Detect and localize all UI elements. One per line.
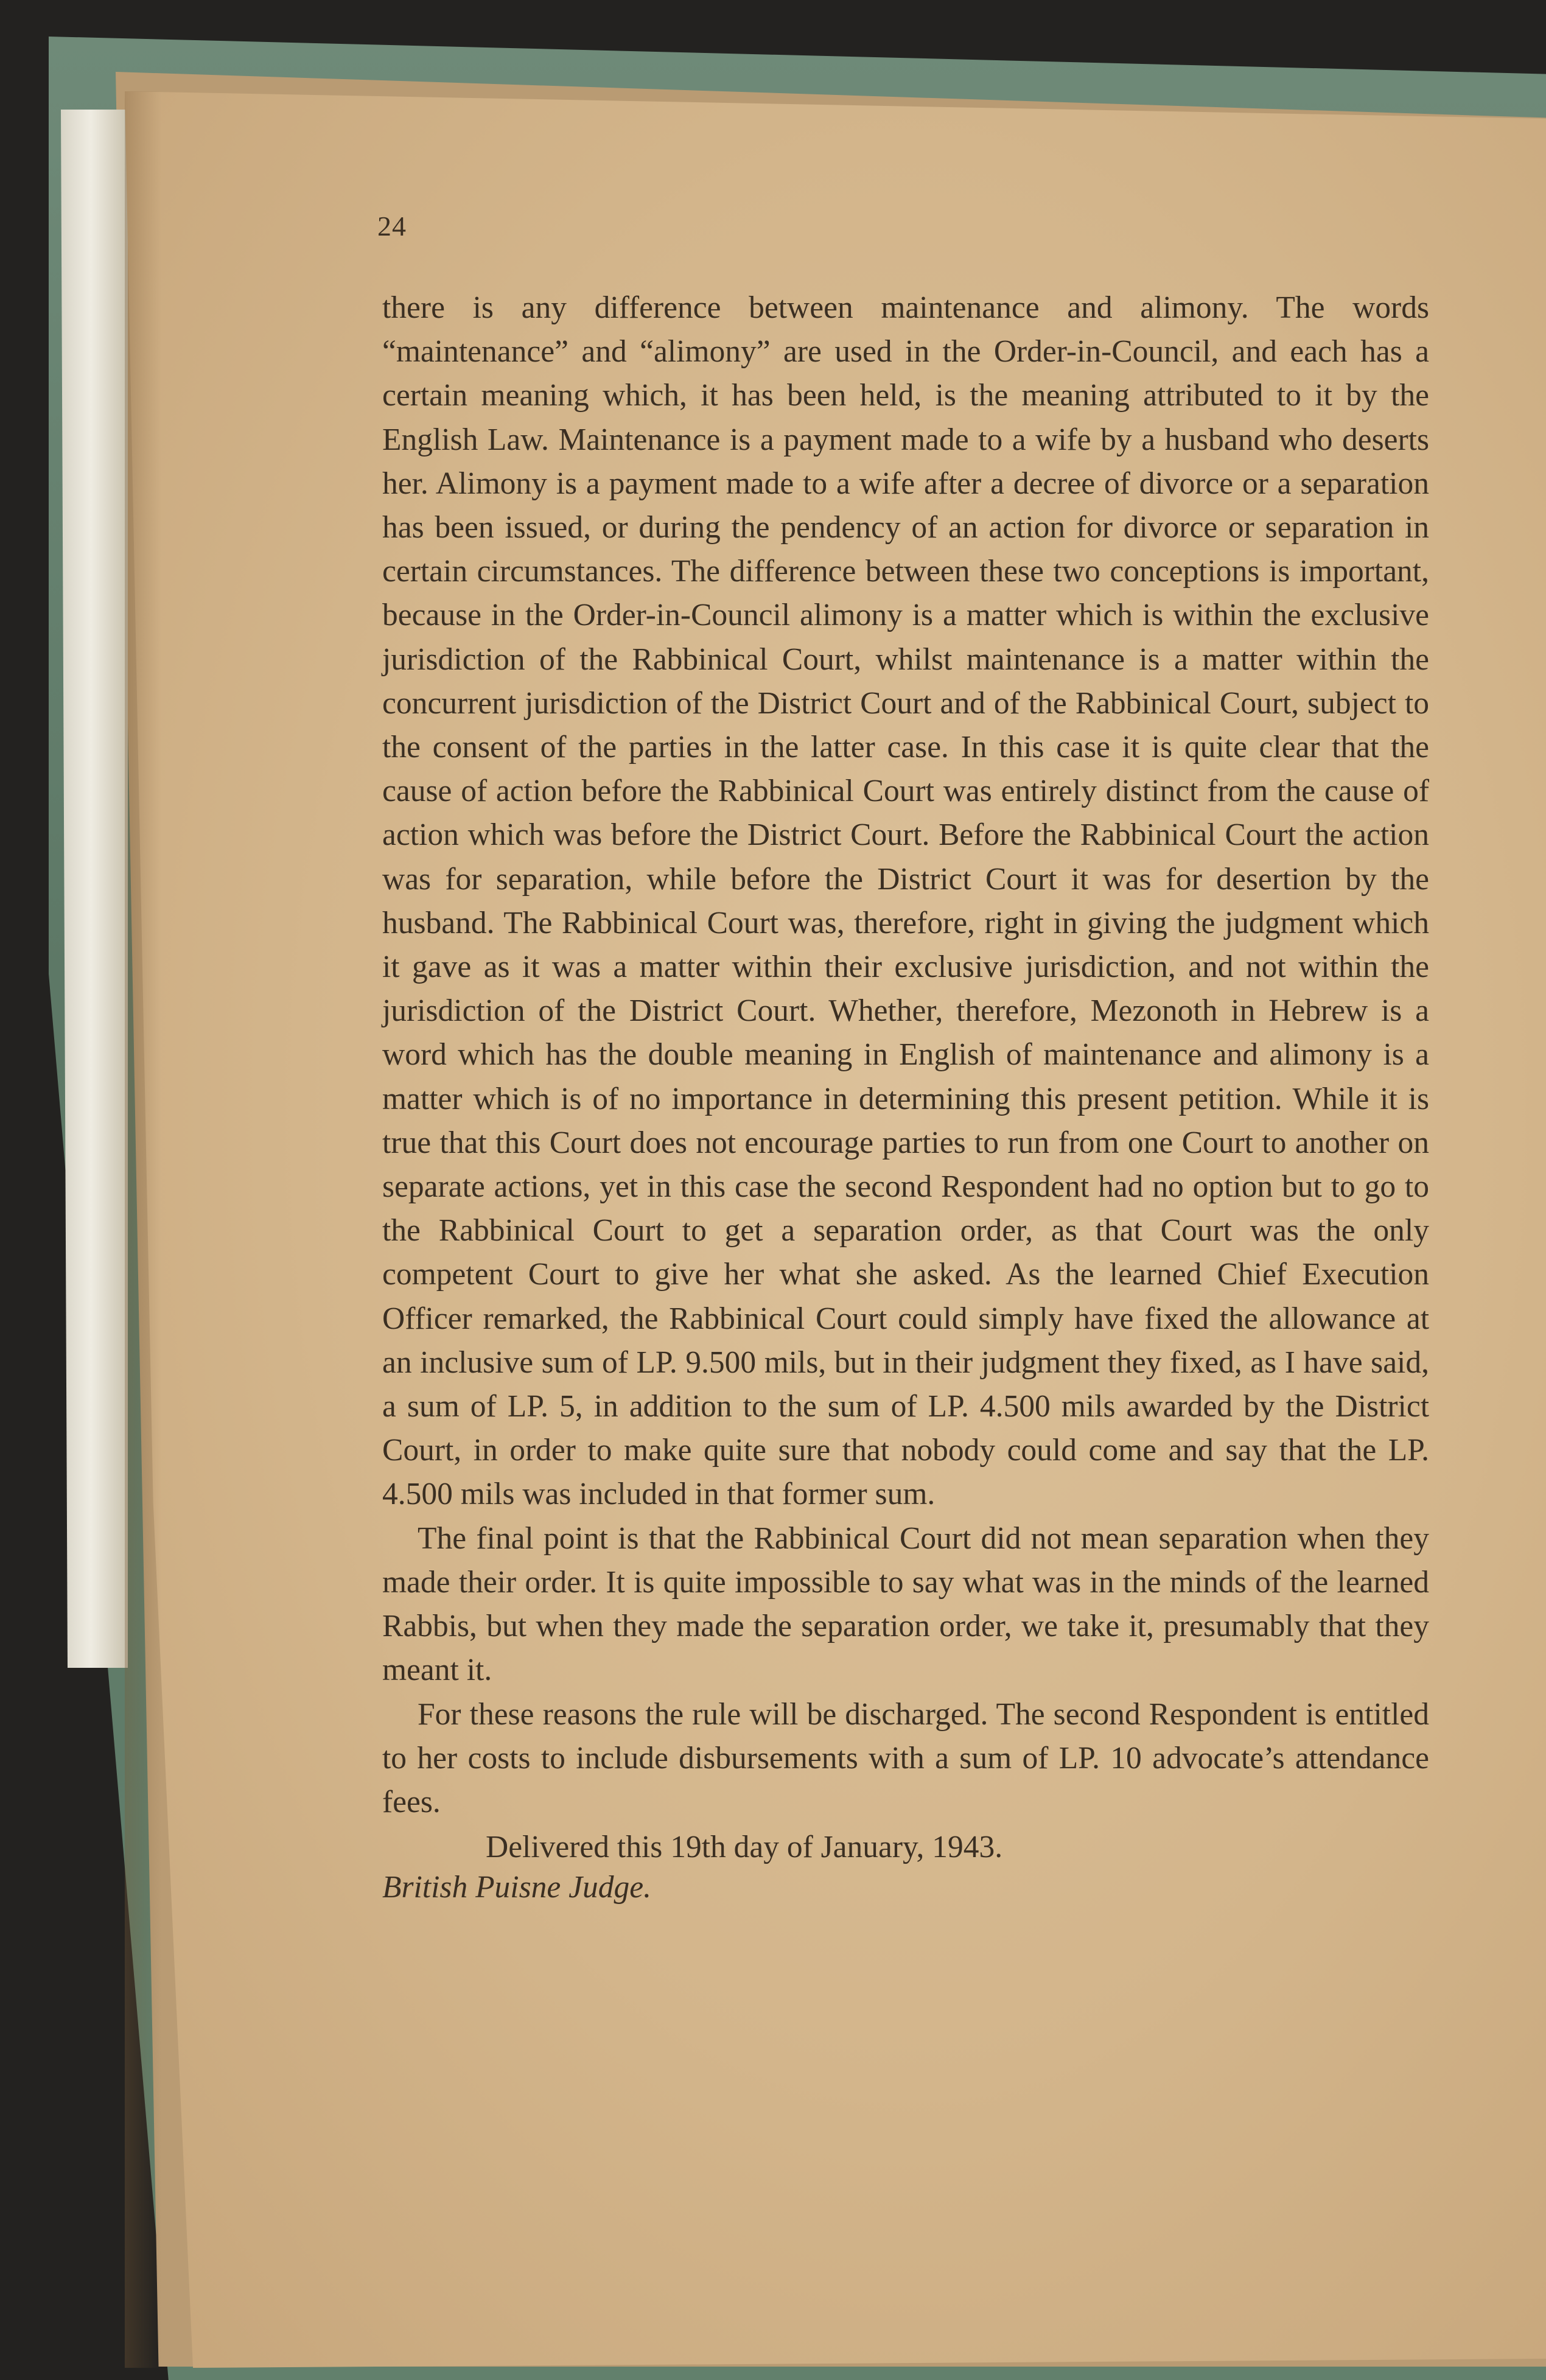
gutter-shadow: [125, 91, 161, 2368]
delivery-date-line: Delivered this 19th day of January, 1943.: [486, 1830, 1003, 1865]
page-number: 24: [377, 211, 407, 242]
paragraph-final-point: The final point is that the Rabbinical Court did not mean separation when they made their order. It is quite impossible to say what was in the minds of the learned Rabbis, but when they made the separation order, we take it, presumably that they meant it.: [382, 1521, 1429, 1688]
paragraph-continuation: there is any difference between maintenance and alimony. The words “maintenance” and “alimony” are used in the Order-in-Council, and each has a certain meaning which, it has been held, is the meaning attributed to it by the English Law. Maintenance is a payment made to a wife by a husband who deserts her. Alimony is a payment made to a wife after a decree of divorce or a separation has been issued, or during the pendency of an action for divorce or separation in certain circumstances. The difference between these two conceptions is important, because in the Order-in-Council alimony is a matter which is within the exclusive jurisdiction of the Rabbinical Court, whilst maintenance is a matter within the concurrent jurisdiction of the District Court and of the Rabbinical Court, subject to the consent of the parties in the latter case. In this case it is quite clear that the cause of action before the Rabbinical Court was entirely distinct from the cause of action which was before the District Court. Before the Rabbinical Court the action was for separation, while before the District Court it was for desertion by the husband. The Rabbinical Court was, therefore, right in giving the judgment which it gave as it was a matter within their exclusive jurisdiction, and not within the jurisdiction of the District Court. Whether, therefore, Mezonoth in Hebrew is a word which has the double meaning in English of maintenance and alimony is a matter which is of no importance in determining this present petition. While it is true that this Court does not encourage parties to run from one Court to another on separate actions, yet in this case the second Respondent had no option but to go to the Rabbinical Court to get a separation order, as that Court was the only competent Court to give her what she asked. As the learned Chief Execution Officer remarked, the Rabbinical Court could simply have fixed the allowance at an inclusive sum of LP. 9.500 mils, but in their judgment they fixed, as I have said, a sum of LP. 5, in addition to the sum of LP. 4.500 mils awarded by the District Court, in order to make quite sure that nobody could come and say that the LP. 4.500 mils was included in that former sum.: [382, 290, 1429, 1512]
paragraph-conclusion: For these reasons the rule will be discharged. The second Respondent is entitled to her costs to include disbursements with a sum of LP. 10 advocate’s attendance fees.: [382, 1696, 1429, 1819]
judge-signature: British Puisne Judge.: [382, 1870, 651, 1905]
body-text: [382, 286, 1429, 1910]
page-edge: [61, 110, 128, 1668]
